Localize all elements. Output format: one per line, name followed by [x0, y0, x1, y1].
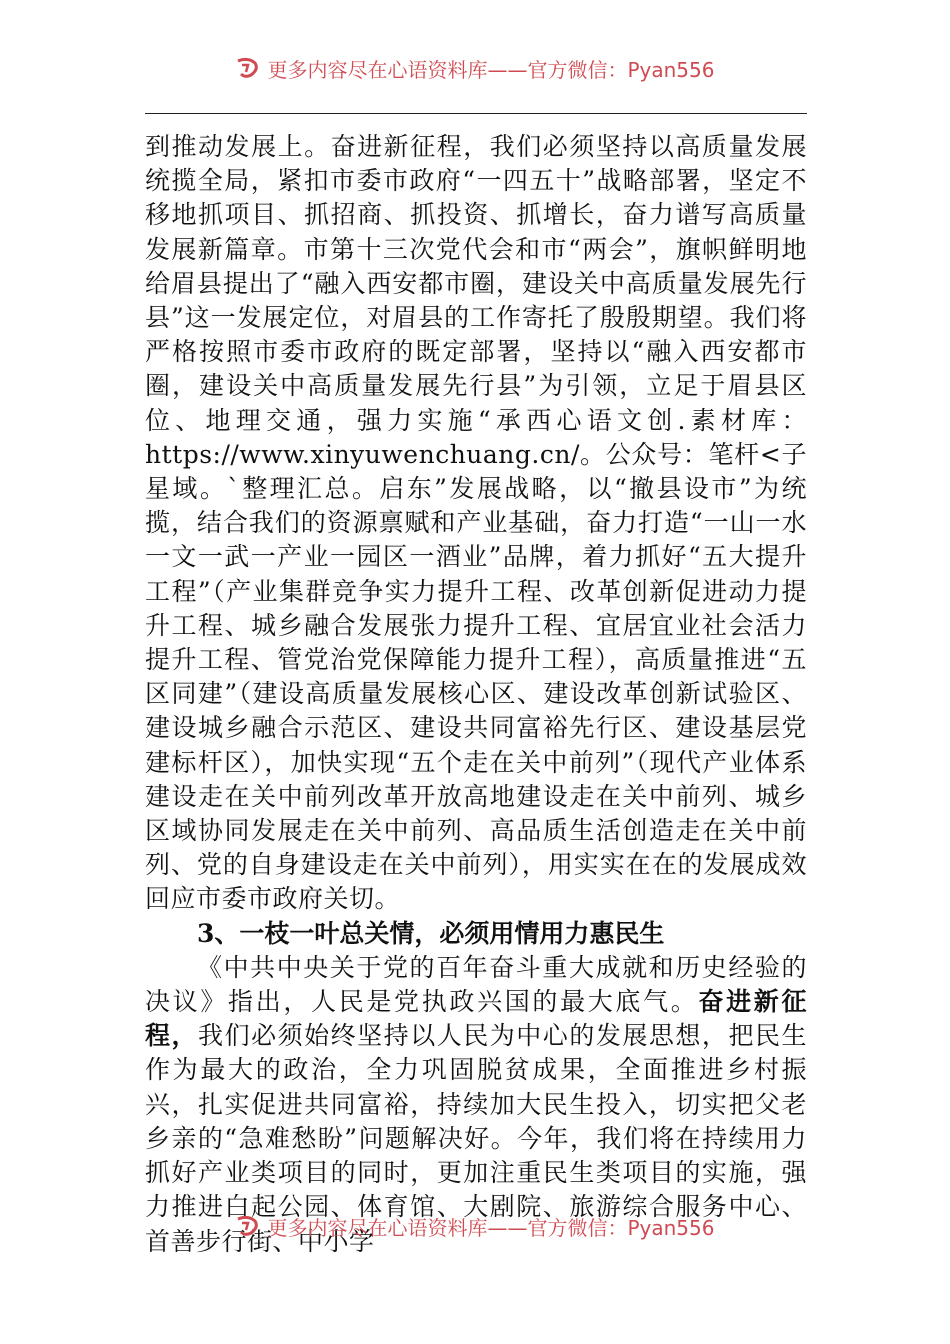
section-heading: 3、一枝一叶总关情，必须用情用力惠民生	[197, 918, 665, 948]
paragraph-text: 我们必须始终坚持以人民为中心的发展思想，把民生作为最大的政治，全力巩固脱贫成果，全面推进乡村振兴，扎实促进共同富裕，持续加大民生投入，切实把父老乡亲的“急难愁盼”问题解决好。今年，我们将在持续用力抓好产业类项目的同时，更加注重民生类项目的实施，强力推进白起公园、体育馆、大剧院、旅游综合服务中心、首善步行街、中小学	[145, 1021, 807, 1256]
document-body	[145, 130, 807, 1259]
header-divider	[145, 113, 807, 114]
logo-icon	[235, 57, 261, 79]
bold-phrase: 奋进新征程，	[145, 987, 807, 1051]
watermark-text: 更多内容尽在心语资料库——官方微信：Pyan556	[267, 1215, 715, 1240]
paragraph: 到推动发展上。奋进新征程，我们必须坚持以高质量发展统揽全局，紧扣市委市政府“一四五十”战略部署，坚定不移地抓项目、抓招商、抓投资、抓增长，奋力谱写高质量发展新篇章。市第十三次党代会和市“两会”，旗帜鲜明地给眉县提出了“融入西安都市圈，建设关中高质量发展先行县”这一发展定位，对眉县的工作寄托了殷殷期望。我们将严格按照市委市政府的既定部署，坚持以“融入西安都市圈，建设关中高质量发展先行县”为引领，立足于眉县区位、地理交通，强力实施“承西心语文创.素材库：https://www.xinyuwenchuang.cn/。公众号：笔杆<子星域。`整理汇总。启东”发展战略，以“撤县设市”为统揽，结合我们的资源禀赋和产业基础，奋力打造“一山一水一文一武一产业一园区一酒业”品牌，着力抓好“五大提升工程”（产业集群竞争实力提升工程、改革创新促进动力提升工程、城乡融合发展张力提升工程、宜居宜业社会活力提升工程、管党治党保障能力提升工程），高质量推进“五区同建”（建设高质量发展核心区、建设改革创新试验区、建设城乡融合示范区、建设共同富裕先行区、建设基层党建标杆区），加快实现“五个走在关中前列”（现代产业体系建设走在关中前列改革开放高地建设走在关中前列、城乡区域协同发展走在关中前列、高品质生活创造走在关中前列、党的自身建设走在关中前列），用实实在在的发展成效回应市委市政府关切。	[145, 132, 807, 914]
watermark-text: 更多内容尽在心语资料库——官方微信：Pyan556	[267, 57, 715, 82]
logo-icon	[235, 1215, 261, 1237]
header-watermark	[0, 48, 950, 88]
paragraph-text: 《中共中央关于党的百年奋斗重大成就和历史经验的决议》指出，人民是党执政兴国的最大底气。	[145, 952, 807, 1017]
footer-watermark	[0, 1206, 950, 1246]
